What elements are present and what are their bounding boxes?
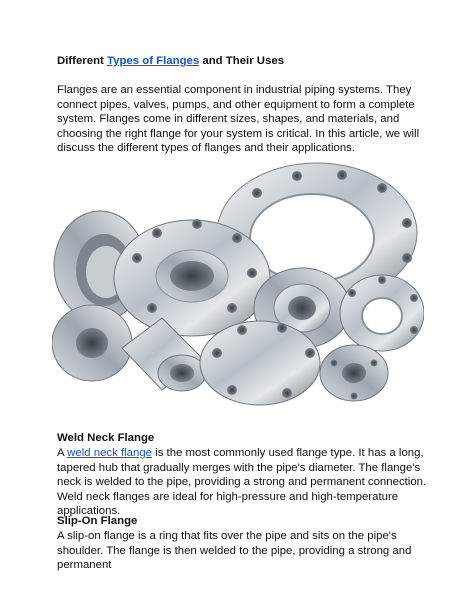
small-ring-flange [340, 275, 424, 351]
flanges-photo [52, 158, 424, 408]
weld-neck-heading: Weld Neck Flange [57, 432, 155, 444]
weld-neck-pre: A [57, 447, 68, 459]
intro-paragraph: Flanges are an essential component in industrial piping systems. They connect pipes, valves, pumps, and other equipment to form a complete system. Flanges come in different sizes, shapes, and materials, and choosing the right flange for your system is critical. In this article, we will discuss the different types of flanges and their applications. [57, 84, 420, 155]
slip-on-paragraph: A slip-on flange is a ring that fits over the pipe and sits on the pipe's shoulder. The flange is then welded to the pipe, providing a strong and permanent [57, 530, 412, 572]
page-title [57, 54, 284, 68]
weld-neck-flange-link[interactable]: weld neck flange [67, 447, 152, 459]
socket-weld-flange [320, 345, 388, 401]
slip-on-heading: Slip-On Flange [57, 515, 138, 527]
title-prefix: Different [57, 55, 107, 67]
weld-neck-body: is the most commonly used flange type. It has a long, tapered hub that gradually merges with the pipe's diameter. The flange's neck is welded to the pipe, providing a strong and permanent connection. Weld neck flanges are ideal for high-pressure and high-temperature applications. [57, 447, 427, 518]
title-suffix: and Their Uses [199, 55, 285, 67]
types-of-flanges-link[interactable]: Types of Flanges [107, 55, 200, 67]
weld-neck-paragraph [57, 446, 429, 519]
left-small-flange [52, 305, 132, 381]
center-plate-flange [114, 219, 270, 336]
blind-flange [200, 321, 320, 405]
